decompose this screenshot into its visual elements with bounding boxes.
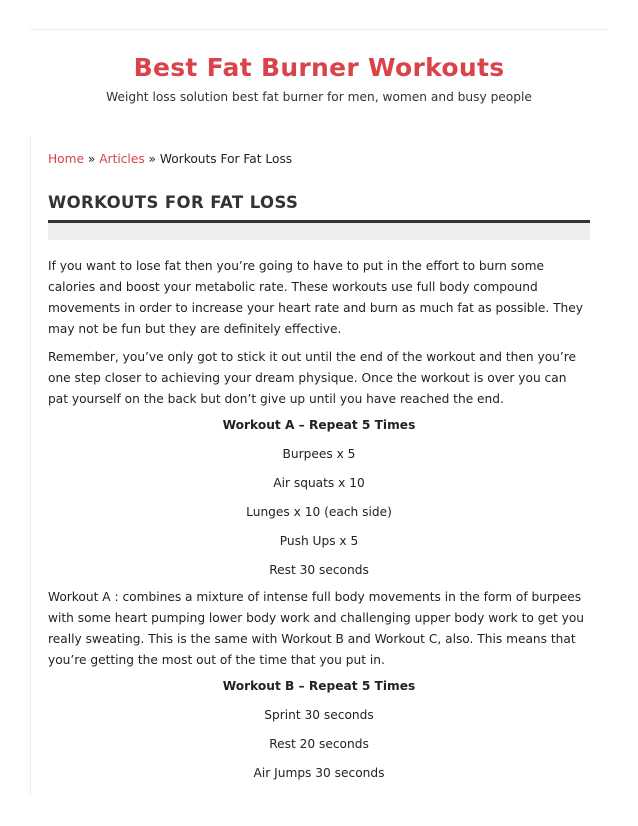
- site-tagline: Weight loss solution best fat burner for men, women and busy people: [106, 90, 532, 104]
- workout-a-description: Workout A : combines a mixture of intense full body movements in the form of burpees with some heart pumping lower body work and challenging upper body work to get you really sweating. This is the same with Workout B and Workout C, also. This means that you’re getting the most out of the time that you put in.: [48, 590, 585, 667]
- top-divider: [30, 29, 608, 30]
- workout-a-item: Lunges x 10 (each side): [246, 505, 392, 519]
- page-title: WORKOUTS FOR FAT LOSS: [48, 193, 299, 212]
- breadcrumb-home-link[interactable]: Home: [48, 152, 84, 166]
- site-header: [0, 50, 638, 106]
- workout-a-heading: Workout A – Repeat 5 Times: [222, 418, 416, 432]
- content-border: [30, 136, 31, 796]
- workout-b-item: Sprint 30 seconds: [264, 708, 374, 722]
- workout-a-item: Rest 30 seconds: [269, 563, 369, 577]
- workout-b-item: Air Jumps 30 seconds: [253, 766, 385, 780]
- motivation-paragraph: Remember, you’ve only got to stick it out until the end of the workout and then you’re one step closer to achieving your dream physique. Once the workout is over you can pat yourself on the back but don’t give up until you have reached the end.: [48, 350, 577, 406]
- breadcrumb: [48, 150, 590, 168]
- workout-a-item: Air squats x 10: [273, 476, 365, 490]
- workout-a-item: Push Ups x 5: [279, 534, 359, 548]
- breadcrumb-current: Workouts For Fat Loss: [159, 152, 293, 166]
- breadcrumb-separator: »: [84, 152, 100, 166]
- title-band: [48, 223, 590, 240]
- site-title[interactable]: Best Fat Burner Workouts: [133, 53, 505, 82]
- workout-b-heading: Workout B – Repeat 5 Times: [222, 679, 416, 693]
- breadcrumb-separator: »: [144, 152, 160, 166]
- workout-a-item: Burpees x 5: [282, 447, 356, 461]
- breadcrumb-articles-link[interactable]: Articles: [99, 152, 145, 166]
- article-content: [48, 150, 590, 782]
- workout-b-item: Rest 20 seconds: [269, 737, 369, 751]
- intro-paragraph: If you want to lose fat then you’re going to have to put in the effort to burn some calories and boost your metabolic rate. These workouts use full body compound movements in order to increase your heart rate and burn as much fat as possible. They may not be fun but they are definitely effective.: [48, 259, 583, 336]
